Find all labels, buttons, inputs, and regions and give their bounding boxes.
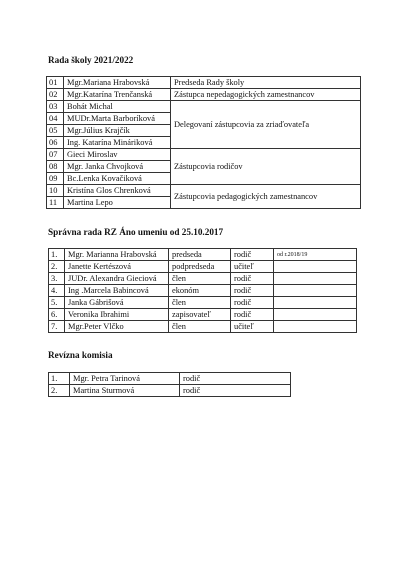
member-name: Kristína Glos Chrenková [64,185,171,197]
row-number: 7. [49,321,65,333]
note-cell: od r.2018/19 [274,249,357,261]
row-number: 02 [47,89,64,101]
member-name: Mgr.Peter Vlčko [65,321,169,333]
table-row [49,285,357,297]
member-name: Bc.Lenka Kovačiková [64,173,171,185]
member-type: rodič [180,373,291,385]
section1-title: Rada školy 2021/2022 [48,55,134,65]
table-row [49,273,357,285]
row-number: 1. [49,373,70,385]
member-name: Martina Lepo [64,197,171,209]
row-number: 11 [47,197,64,209]
member-function: člen [169,273,231,285]
member-name: JUDr. Alexandra Gieciová [65,273,169,285]
row-number: 2. [49,261,65,273]
member-name: Janette Kertészová [65,261,169,273]
table-row [47,185,361,197]
audit-committee-table [48,372,291,397]
row-number: 05 [47,125,64,137]
member-name: Mgr.Katarína Trenčanská [64,89,171,101]
member-name: Janka Gábrišová [65,297,169,309]
note-cell [274,297,357,309]
member-role: Zástupca nepedagogických zamestnancov [171,89,361,101]
row-number: 1. [49,249,65,261]
section3-title: Revízna komisia [48,350,113,360]
member-name: Gieci Miroslav [64,149,171,161]
administrative-board-table [48,248,357,333]
table-row [49,249,357,261]
member-name: Bohát Michal [64,101,171,113]
table-row [49,321,357,333]
member-type: rodič [231,249,274,261]
row-number: 08 [47,161,64,173]
member-name: Mgr. Marianna Hrabovská [65,249,169,261]
member-role: Predseda Rady školy [171,77,361,89]
row-number: 07 [47,149,64,161]
row-number: 10 [47,185,64,197]
row-number: 6. [49,309,65,321]
member-name: Mgr. Janka Chvojková [64,161,171,173]
note-cell [274,309,357,321]
member-function: člen [169,297,231,309]
row-number: 4. [49,285,65,297]
member-type: rodič [180,385,291,397]
member-name: Martina Sturmová [70,385,180,397]
table-row [47,89,361,101]
member-function: ekonóm [169,285,231,297]
note-cell [274,321,357,333]
note-cell [274,261,357,273]
member-type: učiteľ [231,261,274,273]
member-name: Ing. Katarína Mináriková [64,137,171,149]
row-number: 3. [49,273,65,285]
member-type: rodič [231,273,274,285]
member-type: učiteľ [231,321,274,333]
school-board-table [46,76,361,209]
table-row [49,385,291,397]
member-type: rodič [231,285,274,297]
member-name: Mgr. Petra Tarinová [70,373,180,385]
table-row [49,309,357,321]
section2-title: Správna rada RZ Áno umeniu od 25.10.2017 [48,227,224,237]
row-number: 09 [47,173,64,185]
member-name: Ing .Marcela Babincová [65,285,169,297]
row-number: 01 [47,77,64,89]
member-function: zapisovateľ [169,309,231,321]
member-name: Veronika Ibrahimi [65,309,169,321]
member-name: Mgr.Július Krajčík [64,125,171,137]
member-function: člen [169,321,231,333]
member-type: rodič [231,309,274,321]
member-role: Zástupcovia rodičov [171,149,361,185]
table-row [49,373,291,385]
member-type: rodič [231,297,274,309]
table-row [47,77,361,89]
row-number: 03 [47,101,64,113]
row-number: 5. [49,297,65,309]
row-number: 04 [47,113,64,125]
row-number: 2. [49,385,70,397]
member-name: Mgr.Mariana Hrabovská [64,77,171,89]
member-function: podpredseda [169,261,231,273]
table-row [49,297,357,309]
row-number: 06 [47,137,64,149]
member-role: Zástupcovia pedagogických zamestnancov [171,185,361,209]
member-role: Delegovaní zástupcovia za zriaďovateľa [171,101,361,149]
table-row [49,261,357,273]
table-row [47,149,361,161]
member-name: MUDr.Marta Barboríková [64,113,171,125]
note-cell [274,273,357,285]
member-function: predseda [169,249,231,261]
table-row [47,101,361,113]
note-cell [274,285,357,297]
